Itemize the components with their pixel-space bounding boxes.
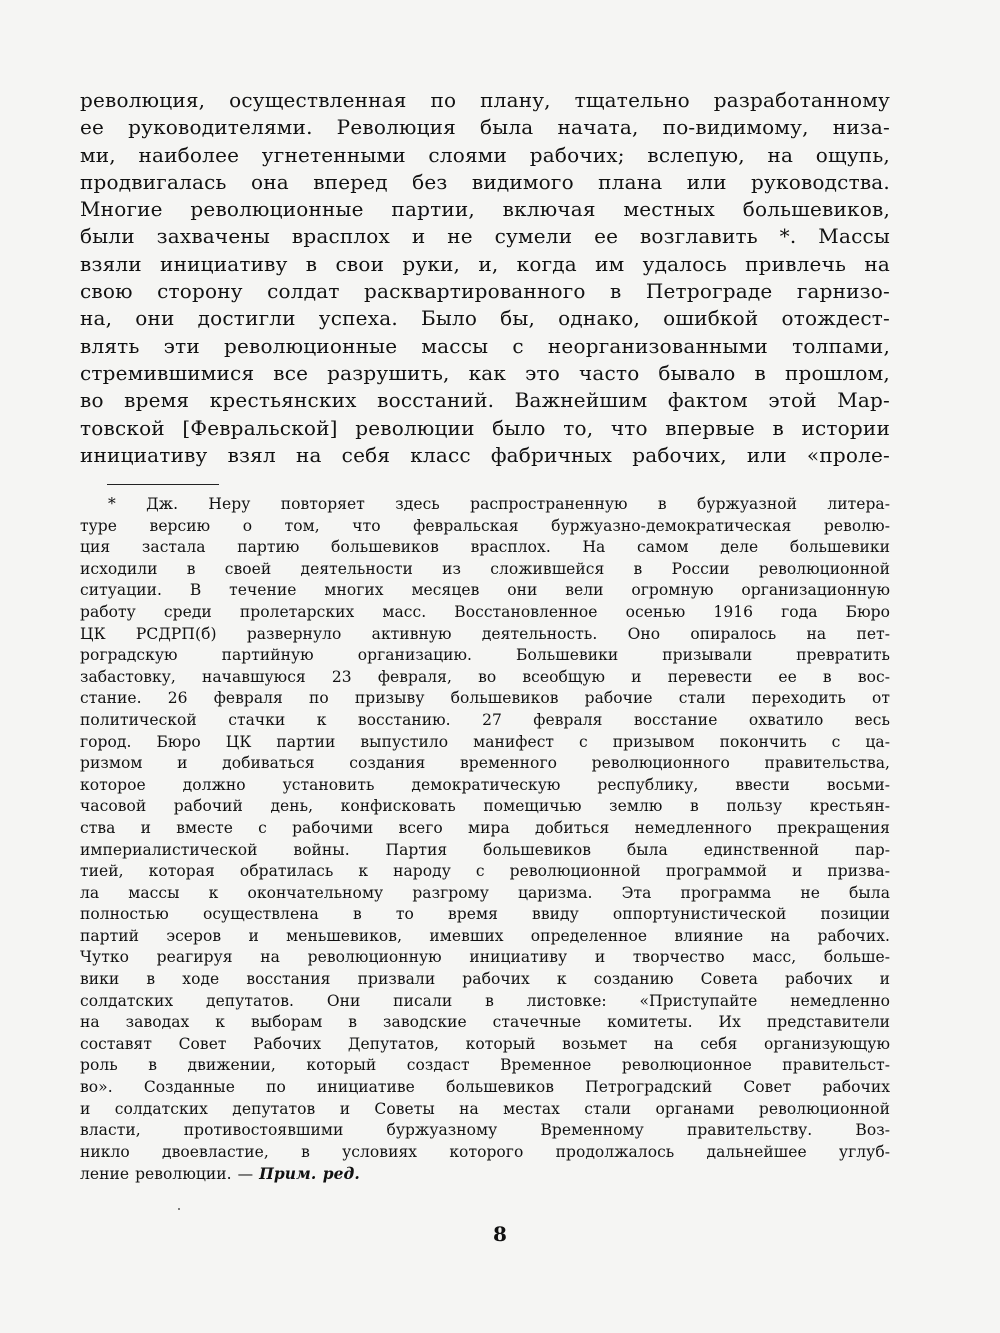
- footnote-line: ситуации. В течение многих месяцев они вели огромную организационную: [80, 581, 890, 600]
- main-text-line: взяли инициативу в свои руки, и, когда им удалось привлечь на: [80, 251, 890, 276]
- main-text-line: Многие революционные партии, включая местных большевиков,: [80, 197, 890, 222]
- footnote-line: ризмом и добиваться создания временного революционного правительства,: [80, 754, 890, 773]
- main-text-line: инициативу взял на себя класс фабричных рабочих, или «проле-: [80, 442, 890, 467]
- print-speck: [178, 1208, 180, 1210]
- footnote-line: роградскую партийную организацию. Большевики призывали превратить: [80, 646, 890, 665]
- footnote-line: роль в движении, который создаст Временное революционное правительст-: [80, 1056, 890, 1075]
- main-text-line: были захвачены врасплох и не сумели ее возглавить *. Массы: [80, 224, 890, 249]
- main-text-line: стремившимися все разрушить, как это часто бывало в прошлом,: [80, 360, 890, 385]
- footnote-line: * Дж. Неру повторяет здесь распространенную в буржуазной литера-: [108, 495, 890, 513]
- footnote-line: на заводах к выборам в заводские стачечные комитеты. Их представители: [80, 1013, 890, 1032]
- footnote-line: и солдатских депутатов и Советы на местах стали органами революционной: [80, 1099, 890, 1118]
- main-text-line: на, они достигли успеха. Было бы, однако, ошибкой отождест-: [80, 306, 890, 331]
- footnote-line-final: [80, 1163, 890, 1185]
- footnote-divider: [107, 484, 219, 485]
- footnote-line: составят Совет Рабочих Депутатов, который возьмет на себя организующую: [80, 1034, 890, 1053]
- footnote-line: ла массы к окончательному разгрому царизма. Эта программа не была: [80, 883, 890, 902]
- footnote-line: ция застала партию большевиков врасплох. На самом деле большевики: [80, 538, 890, 557]
- footnote-line: ЦК РСДРП(б) развернуло активную деятельность. Оно опиралось на пет-: [80, 624, 890, 643]
- footnote-line: работу среди пролетарских масс. Восстановленное осенью 1916 года Бюро: [80, 602, 890, 621]
- footnote-line: никло двоевластие, в условиях которого продолжалось дальнейшее углуб-: [80, 1142, 890, 1161]
- footnote-line: стание. 26 февраля по призыву большевиков рабочие стали переходить от: [80, 689, 890, 708]
- footnote-line: которое должно установить демократическую республику, ввести восьми-: [80, 775, 890, 794]
- footnote-line: империалистической войны. Партия большевиков была единственной пар-: [80, 840, 890, 859]
- footnote-line: во». Созданные по инициативе большевиков Петроградский Совет рабочих: [80, 1078, 890, 1097]
- main-text-line: товской [Февральской] революции было то, что впервые в истории: [80, 415, 890, 440]
- footnote-line: тией, которая обратилась к народу с революционной программой и призва-: [80, 862, 890, 881]
- footnote-line: политической стачки к восстанию. 27 февраля восстание охватило весь: [80, 710, 890, 729]
- footnote-block: [80, 494, 890, 1185]
- footnote-final-text: ление революции. —: [80, 1165, 260, 1184]
- main-text-line: ми, наиболее угнетенными слоями рабочих; вслепую, на ощупь,: [80, 142, 890, 167]
- main-text-line: во время крестьянских восстаний. Важнейшим фактом этой Мар-: [80, 388, 890, 413]
- footnote-line: город. Бюро ЦК партии выпустило манифест с призывом покончить с ца-: [80, 732, 890, 751]
- main-text-line: продвигалась она вперед без видимого плана или руководства.: [80, 169, 890, 194]
- main-text-block: [80, 87, 890, 469]
- footnote-line: исходили в своей деятельности из сложившейся в России революционной: [80, 559, 890, 578]
- footnote-line: солдатских депутатов. Они писали в листовке: «Приступайте немедленно: [80, 991, 890, 1010]
- main-text-line: революция, осуществленная по плану, тщательно разработанному: [80, 88, 890, 112]
- footnote-line: власти, противостоявшими буржуазному Временному правительству. Воз-: [80, 1121, 890, 1140]
- footnote-line: партий эсеров и меньшевиков, имевших определенное влияние на рабочих.: [80, 926, 890, 945]
- footnote-line: полностью осуществлена в то время ввиду оппортунистической позиции: [80, 905, 890, 924]
- main-text-line: влять эти революционные массы с неорганизованными толпами,: [80, 333, 890, 358]
- main-text-line: ее руководителями. Революция была начата, по-видимому, низа-: [80, 115, 890, 140]
- editor-note-reference: Прим. ред.: [259, 1164, 360, 1184]
- footnote-line: туре версию о том, что февральская буржуазно-демократическая револю-: [80, 516, 890, 535]
- main-text-line: свою сторону солдат расквартированного в Петрограде гарнизо-: [80, 279, 890, 304]
- page-number: 8: [493, 1222, 507, 1246]
- footnote-line: часовой рабочий день, конфисковать помещичью землю в пользу крестьян-: [80, 797, 890, 816]
- footnote-line: забастовку, начавшуюся 23 февраля, во всеобщую и перевести ее в вос-: [80, 667, 890, 686]
- footnote-line: ства и вместе с рабочими всего мира добиться немедленного прекращения: [80, 818, 890, 837]
- footnote-line: вики в ходе восстания призвали рабочих к созданию Совета рабочих и: [80, 970, 890, 989]
- footnote-line: Чутко реагируя на революционную инициативу и творчество масс, больше-: [80, 948, 890, 967]
